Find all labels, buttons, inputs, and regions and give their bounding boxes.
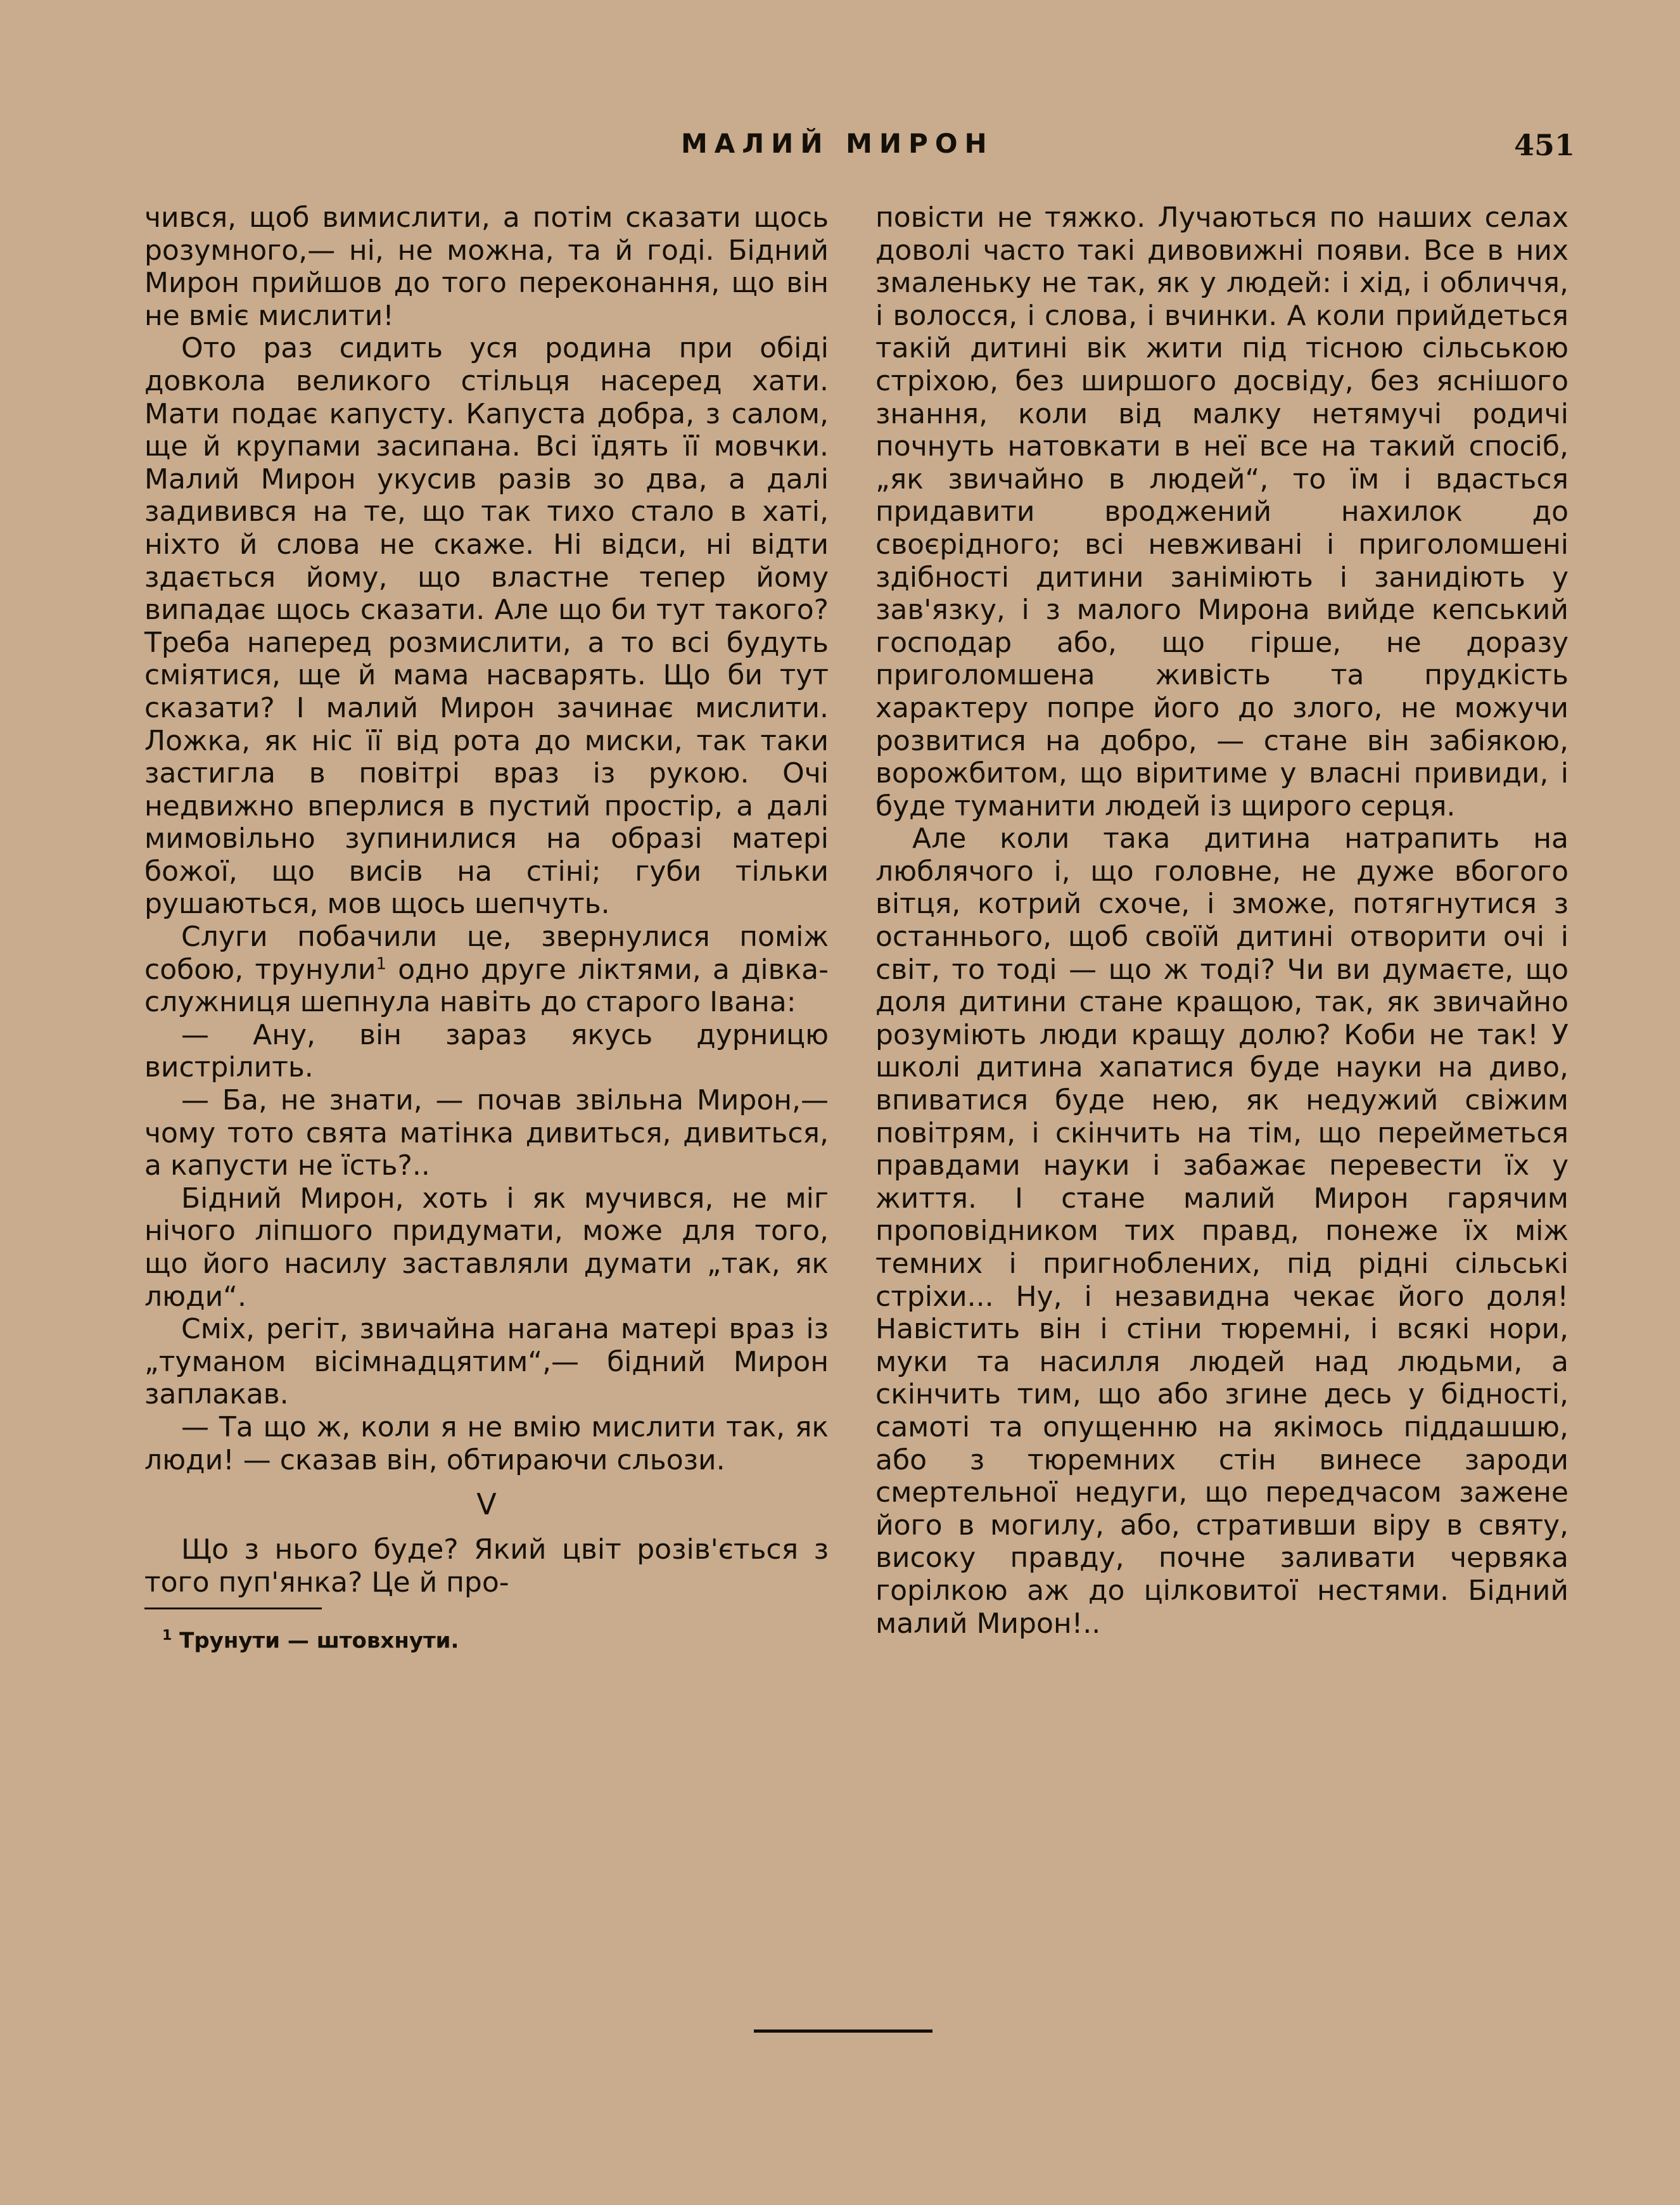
section-number: V xyxy=(476,1487,497,1522)
running-title: МАЛИЙ МИРОН xyxy=(681,128,994,159)
page-number: 451 xyxy=(1514,128,1575,162)
paragraph: Ото раз сидить уся родина при обіді довкола великого стільця насеред хати. Мати подає капусту. Капуста добра, з салом, ще й крупами засипана. Всі їдять її мовчки. Малий Мирон укусив разів зо два, а далі задивився на те, що так тихо стало в хаті, ніхто й слова не скаже. Ні відси, ні відти здається йому, що властне тепер йому випадає щось сказати. Але що би тут такого? Треба наперед розмислити, а то всі будуть сміятися, ще й мама насварять. Що би тут сказати? І малий Мирон зачинає мислити. Ложка, як ніс її від рота до миски, так таки застигла в повітрі враз із рукою. Очі недвижно вперлися в пустий простір, а далі мимовільно зупинилися на образі матері божої, що висів на стіні; губи тільки рушаються, мов щось шепчуть. xyxy=(144,332,829,921)
footnote xyxy=(144,1623,829,1653)
footnote-mark: 1 xyxy=(162,1628,172,1644)
paragraph: Але коли така дитина натрапить на люблячого і, що головне, не дуже вбогого вітця, котрий схоче, і зможе, потягнутися з останнього, щоб своїй дитині отворити очі і світ, то тоді — що ж тоді? Чи ви думаєте, що доля дитини стане кращою, так, як звичайно розуміють люди кращу долю? Коби не так! У школі дитина хапатися буде науки на диво, впиватися буде нею, як недужий свіжим повітрям, і скінчить на тім, що перейметься правдами науки і забажає перевести їх у життя. І стане малий Мирон гарячим проповідником тих правд, понеже їх між темних і пригноблених, під рідні сільські стріхи... Ну, і незавидна чекає його доля! Навістить він і стіни тюремні, і всякі нори, муки та насилля людей над людьми, а скінчить тим, що або згине десь у бідності, самоті та опущенню на якімось піддашшю, або з тюремних стін винесе зароди смертельної недуги, що передчасом зажене його в могилу, або, стративши віру в святу, високу правду, почне заливати червяка горілкою аж до цілковитої нестями. Бідний малий Мирон!.. xyxy=(875,822,1569,1640)
paragraph-text: Слуги побачили це, звернулися поміж собою, трунули xyxy=(144,921,829,986)
paragraph-with-footnote xyxy=(144,921,829,1019)
footnote-reference: 1 xyxy=(376,954,386,973)
left-column xyxy=(144,201,829,1654)
footnote-divider xyxy=(144,1607,322,1609)
footnote-text: Трунути — штовхнути. xyxy=(179,1628,459,1654)
end-of-section-rule xyxy=(754,2029,932,2033)
paragraph: Сміх, регіт, звичайна нагана матері враз із „туманом вісімнадцятим“,— бідний Мирон заплакав. xyxy=(144,1313,829,1411)
paragraph: повісти не тяжко. Лучаються по наших селах доволі часто такі дивовижні появи. Все в них змаленьку не так, як у людей: і хід, і обличчя, і волосся, і слова, і вчинки. А коли прийдеться такій дитині вік жити під тісною сільською стріхою, без ширшого досвіду, без яснішого знання, коли від малку нетямучі родичі почнуть натовкати в неї все на такий спосіб, „як звичайно в людей“, то їм і вдасться придавити вроджений нахилок до своєрідного; всі невживані і приголомшені здібності дитини заніміють і занидіють у зав'язку, і з малого Мирона вийде кепський господар або, що гірше, не доразу приголомшена живість та прудкість характеру попре його до злого, не можучи розвитися на добро, — стане він забіякою, ворожбитом, що віритиме у власні привиди, і буде туманити людей із щирого серця. xyxy=(875,201,1569,822)
paragraph: Бідний Мирон, хоть і як мучився, не міг нічого ліпшого придумати, може для того, що його насилу заставляли думати „так, як люди“. xyxy=(144,1182,829,1313)
paragraph: чився, щоб вимислити, а потім сказати щось розумного,— ні, не можна, та й годі. Бідний Мирон прийшов до того переконання, що він не вміє мислити! xyxy=(144,201,829,332)
paragraph: Що з нього буде? Який цвіт розів'ється з того пуп'янка? Це й про- xyxy=(144,1533,829,1599)
paragraph-text: одно друге ліктями, а дівка-служниця шепнула навіть до старого Івана: xyxy=(144,953,829,1019)
dialogue-line: — Ба, не знати, — почав звільна Мирон,— чому тото свята матінка дивиться, дивиться, а капусти не їсть?.. xyxy=(144,1084,829,1182)
dialogue-line: — Ану, він зараз якусь дурницю вистрілить. xyxy=(144,1018,829,1084)
dialogue-line: — Та що ж, коли я не вмію мислити так, як люди! — сказав він, обтираючи сльози. xyxy=(144,1410,829,1476)
right-column xyxy=(875,201,1569,1640)
